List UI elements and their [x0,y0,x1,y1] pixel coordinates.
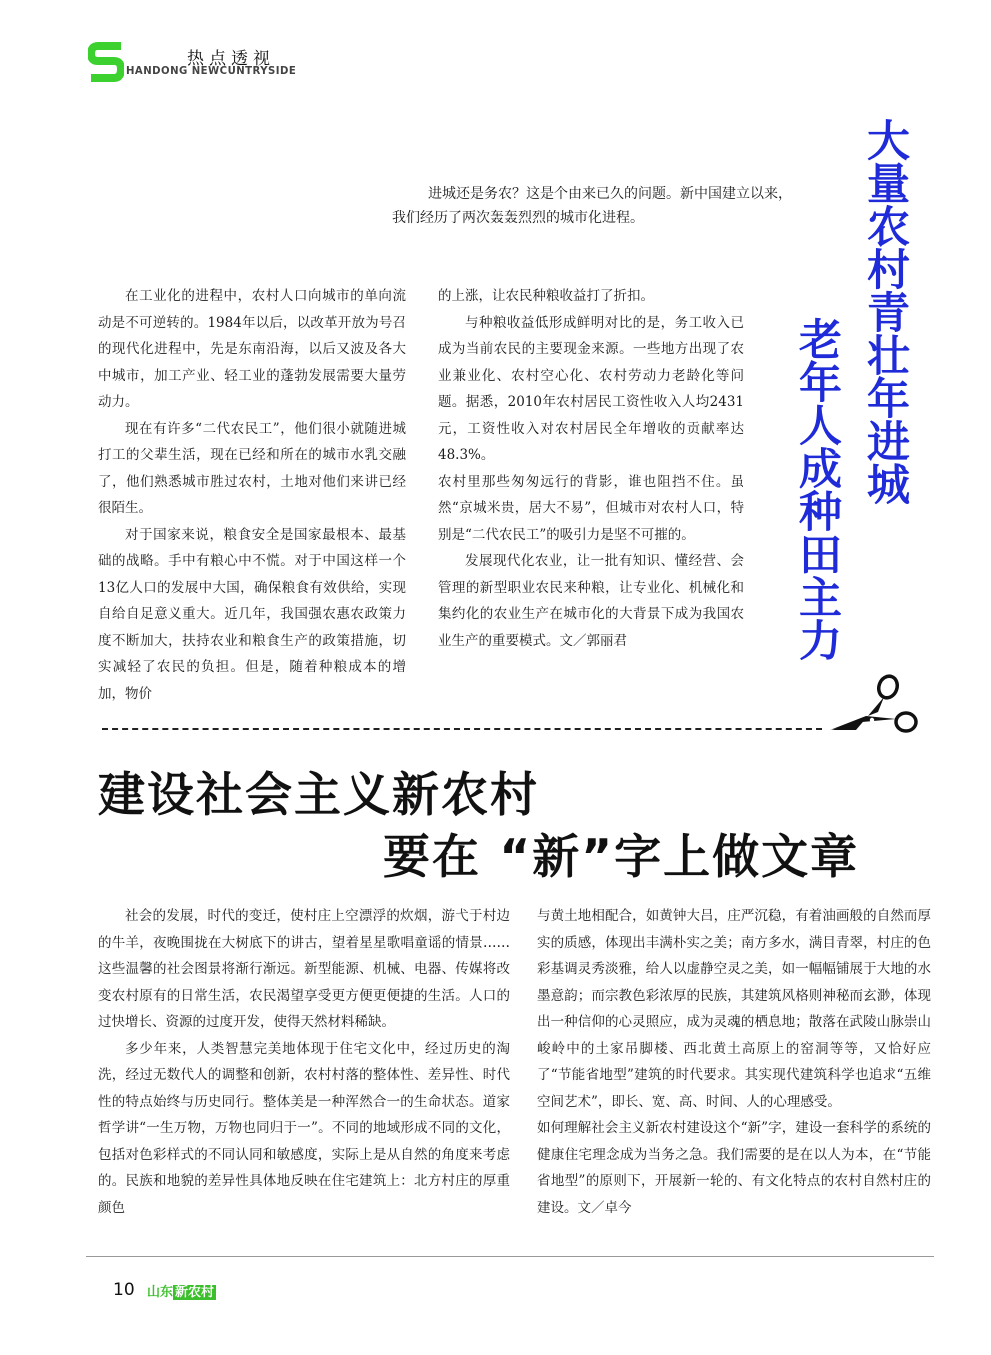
scissors-icon [826,672,918,742]
cut-line-divider [102,728,822,730]
article2-column2 [537,903,931,1221]
paragraph: 与种粮收益低形成鲜明对比的是，务工收入已成为当前农民的主要现金来源。一些地方出现了农业兼业化、农村空心化、农村劳动力老龄化等问题。据悉，2010年农村居民工资性收入人均2431元，工资性收入对农村居民全年增收的贡献率达48.3%。 [438,314,744,463]
article1-column1 [98,283,406,707]
publication-name [147,1281,216,1300]
paragraph: 现在有许多“二代农民工”，他们很小就随进城打工的父辈生活，现在已经和所在的城市水乳交融了，他们熟悉城市胜过农村，土地对他们来讲已经很陌生。 [98,420,406,516]
article1-title-line2: 老年人成种田主力 [792,317,842,661]
paragraph: 如何理解社会主义新农村建设这个“新”字，建设一套科学的系统的健康住宅理念成为当务之急。我们需要的是在以人为本，在“节能省地型”的原则下，开展新一轮的、有文化特点的农村自然村庄的建设。文／卓今 [537,1120,931,1216]
paragraph: 与黄土地相配合，如黄钟大吕，庄严沉稳，有着油画般的自然而厚实的质感，体现出丰满朴实之美；南方多水，满目青翠，村庄的色彩基调灵秀淡雅，给人以虚静空灵之美，如一幅幅铺展于大地的水墨意韵；而宗教色彩浓厚的民族，其建筑风格则神秘而玄渺，体现出一种信仰的心灵照应，成为灵魂的栖息地；散落在武陵山脉崇山峻岭中的土家吊脚楼、西北黄土高原上的窑洞等等，又恰好应了“节能省地型”建筑的时代要求。其实现代建筑科学也追求“五维空间艺术”，即长、宽、高、时间、人的心理感受。 [537,908,931,1110]
paragraph: 社会的发展，时代的变迁，使村庄上空漂浮的炊烟，游弋于村边的牛羊，夜晚围拢在大树底下的讲古，望着星星歌唱童谣的情景……这些温馨的社会图景将渐行渐远。新型能源、机械、电器、传媒将改变农村原有的日常生活，农民渴望享受更方便更便捷的生活。人口的过快增长、资源的过度开发，使得天然材料稀缺。 [98,908,510,1030]
paragraph: 对于国家来说，粮食安全是国家最根本、最基础的战略。手中有粮心中不慌。对于中国这样一个13亿人口的发展中大国，确保粮食有效供给，实现自给自足意义重大。近几年，我国强农惠农政策力度不断加大，扶持农业和粮食生产的政策措施，切实减轻了农民的负担。但是，随着种粮成本的增加，物价 [98,526,406,702]
article2-title-line2: 要在 “新”字上做文章 [383,830,860,885]
paragraph: 发展现代化农业，让一批有知识、懂经营、会管理的新型职业农民来种粮，让专业化、机械化和集约化的农业生产在城市化的大背景下成为我国农业生产的重要模式。文／郭丽君 [438,553,744,649]
article2-title-line1: 建设社会主义新农村 [98,768,539,823]
publication-name-part2: 新农村 [175,1285,215,1300]
paragraph: 农村里那些匆匆远行的背影，谁也阻挡不住。虽然“京城米贵，居大不易”，但城市对农村人口，特别是“二代农民工”的吸引力是坚不可摧的。 [438,473,744,543]
magazine-logo-s [88,40,124,84]
article1-column2 [438,283,744,654]
paragraph: 的上涨，让农民种粮收益打了折扣。 [438,288,654,304]
paragraph: 在工业化的进程中，农村人口向城市的单向流动是不可逆转的。1984年以后，以改革开放为号召的现代化进程中，先是东南沿海，以后又波及各大中城市，加工产业、轻工业的蓬勃发展需要大量劳动力。 [98,288,406,410]
article1-lead: 进城还是务农？这是个由来已久的问题。新中国建立以来，我们经历了两次轰轰烈烈的城市化进程。 [392,186,792,226]
publication-name-part1: 山东 [147,1285,174,1300]
footer-rule [86,1256,934,1257]
section-title: 热点透视 [187,49,275,69]
paragraph: 多少年来，人类智慧完美地体现于住宅文化中，经过历史的淘洗，经过无数代人的调整和创新，农村村落的整体性、差异性、时代性的特点始终与历史同行。整体美是一种浑然合一的生命状态。道家哲学讲“一生万物，万物也同归于一”。不同的地域形成不同的文化，包括对色彩样式的不同认同和敏感度，实际上是从自然的角度来考虑的。民族和地貌的差异性具体地反映在住宅建筑上：北方村庄的厚重颜色 [98,1040,510,1216]
page-number: 10 [113,1280,135,1300]
section-subtitle: HANDONG NEWCUNTRYSIDE [126,64,297,77]
article2-column1 [98,903,510,1221]
article1-title-line1: 大量农村青壮年进城 [860,118,910,505]
